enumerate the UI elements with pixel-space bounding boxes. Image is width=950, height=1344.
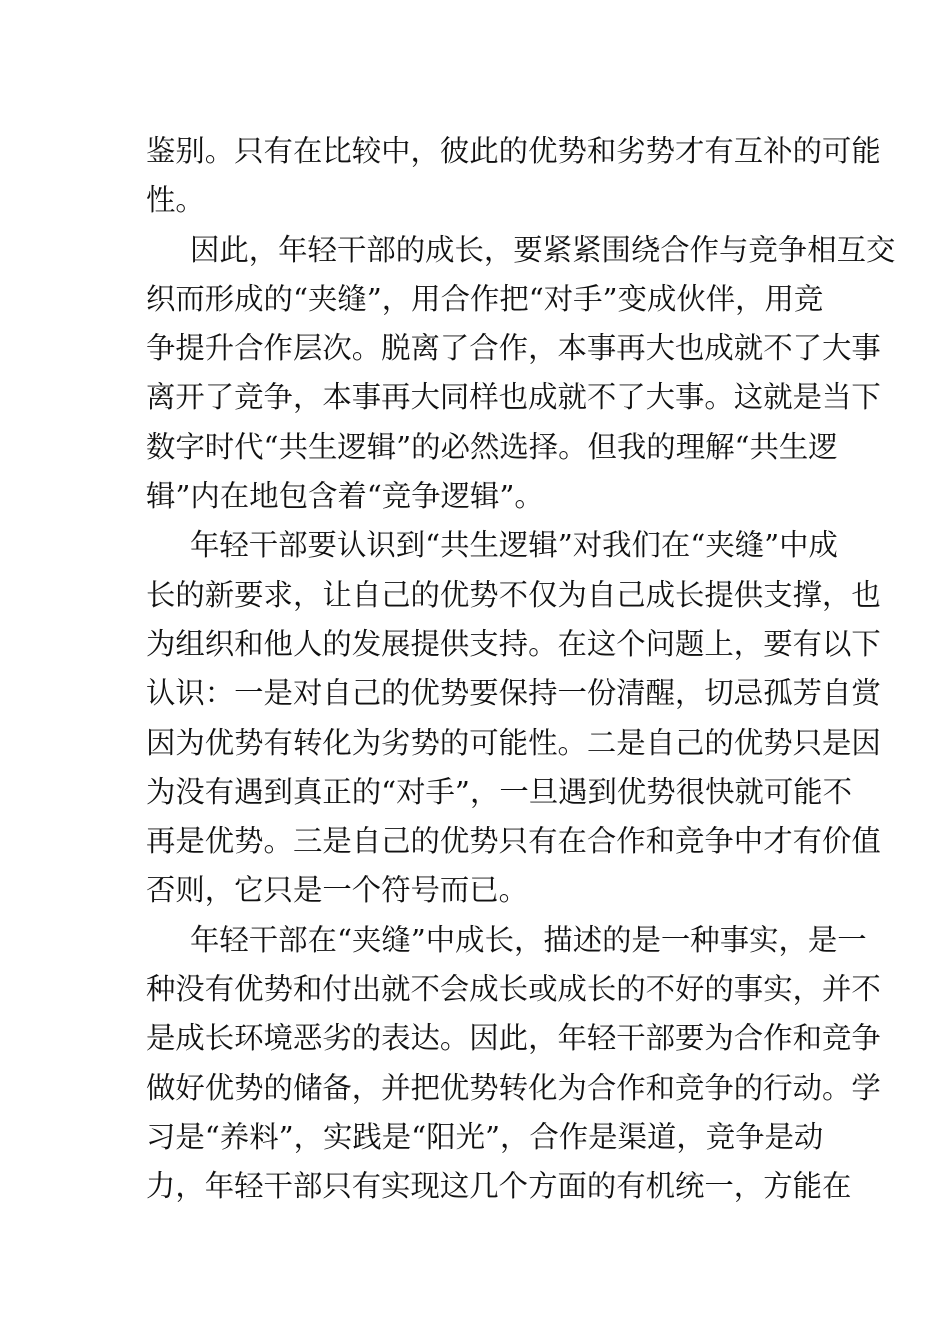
text-line: 力，年轻干部只有实现这几个方面的有机统一，方能在	[146, 1169, 852, 1204]
text-line: 年轻干部在“夹缝”中成长，描述的是一种事实，是一	[190, 922, 867, 957]
text-line: 离开了竞争，本事再大同样也成就不了大事。这就是当下	[146, 380, 881, 415]
body-text	[146, 127, 896, 1212]
text-line: 习是“养料”，实践是“阳光”，合作是渠道，竞争是动	[146, 1119, 824, 1154]
text-line: 数字时代“共生逻辑”的必然选择。但我的理解“共生逻	[146, 429, 838, 464]
text-line: 辑”内在地包含着“竞争逻辑”。	[146, 479, 544, 514]
text-line: 因为优势有转化为劣势的可能性。二是自己的优势只是因	[146, 725, 881, 760]
text-line: 做好优势的储备，并把优势转化为合作和竞争的行动。学	[146, 1070, 881, 1105]
text-line: 鉴别。只有在比较中，彼此的优势和劣势才有互补的可能	[146, 134, 881, 168]
text-line: 争提升合作层次。脱离了合作，本事再大也成就不了大事	[146, 331, 881, 366]
text-line: 年轻干部要认识到“共生逻辑”对我们在“夹缝”中成	[190, 528, 838, 563]
text-line: 性。	[146, 183, 205, 218]
text-line: 认识：一是对自己的优势要保持一份清醒，切忌孤芳自赏	[146, 676, 881, 711]
text-line: 因此，年轻干部的成长，要紧紧围绕合作与竞争相互交	[190, 232, 896, 267]
text-line: 为没有遇到真正的“对手”，一旦遇到优势很快就可能不	[146, 774, 853, 809]
text-line: 再是优势。三是自己的优势只有在合作和竞争中才有价值	[146, 824, 881, 859]
text-line: 长的新要求，让自己的优势不仅为自己成长提供支撑，也	[146, 577, 881, 612]
text-line: 种没有优势和付出就不会成长或成长的不好的事实，并不	[146, 972, 881, 1007]
text-line: 是成长环境恶劣的表达。因此，年轻干部要为合作和竞争	[146, 1021, 881, 1056]
text-line: 否则，它只是一个符号而已。	[146, 873, 529, 908]
text-line: 为组织和他人的发展提供支持。在这个问题上，要有以下	[146, 626, 881, 661]
text-line: 织而形成的“夹缝”，用合作把“对手”变成伙伴，用竞	[146, 281, 824, 316]
